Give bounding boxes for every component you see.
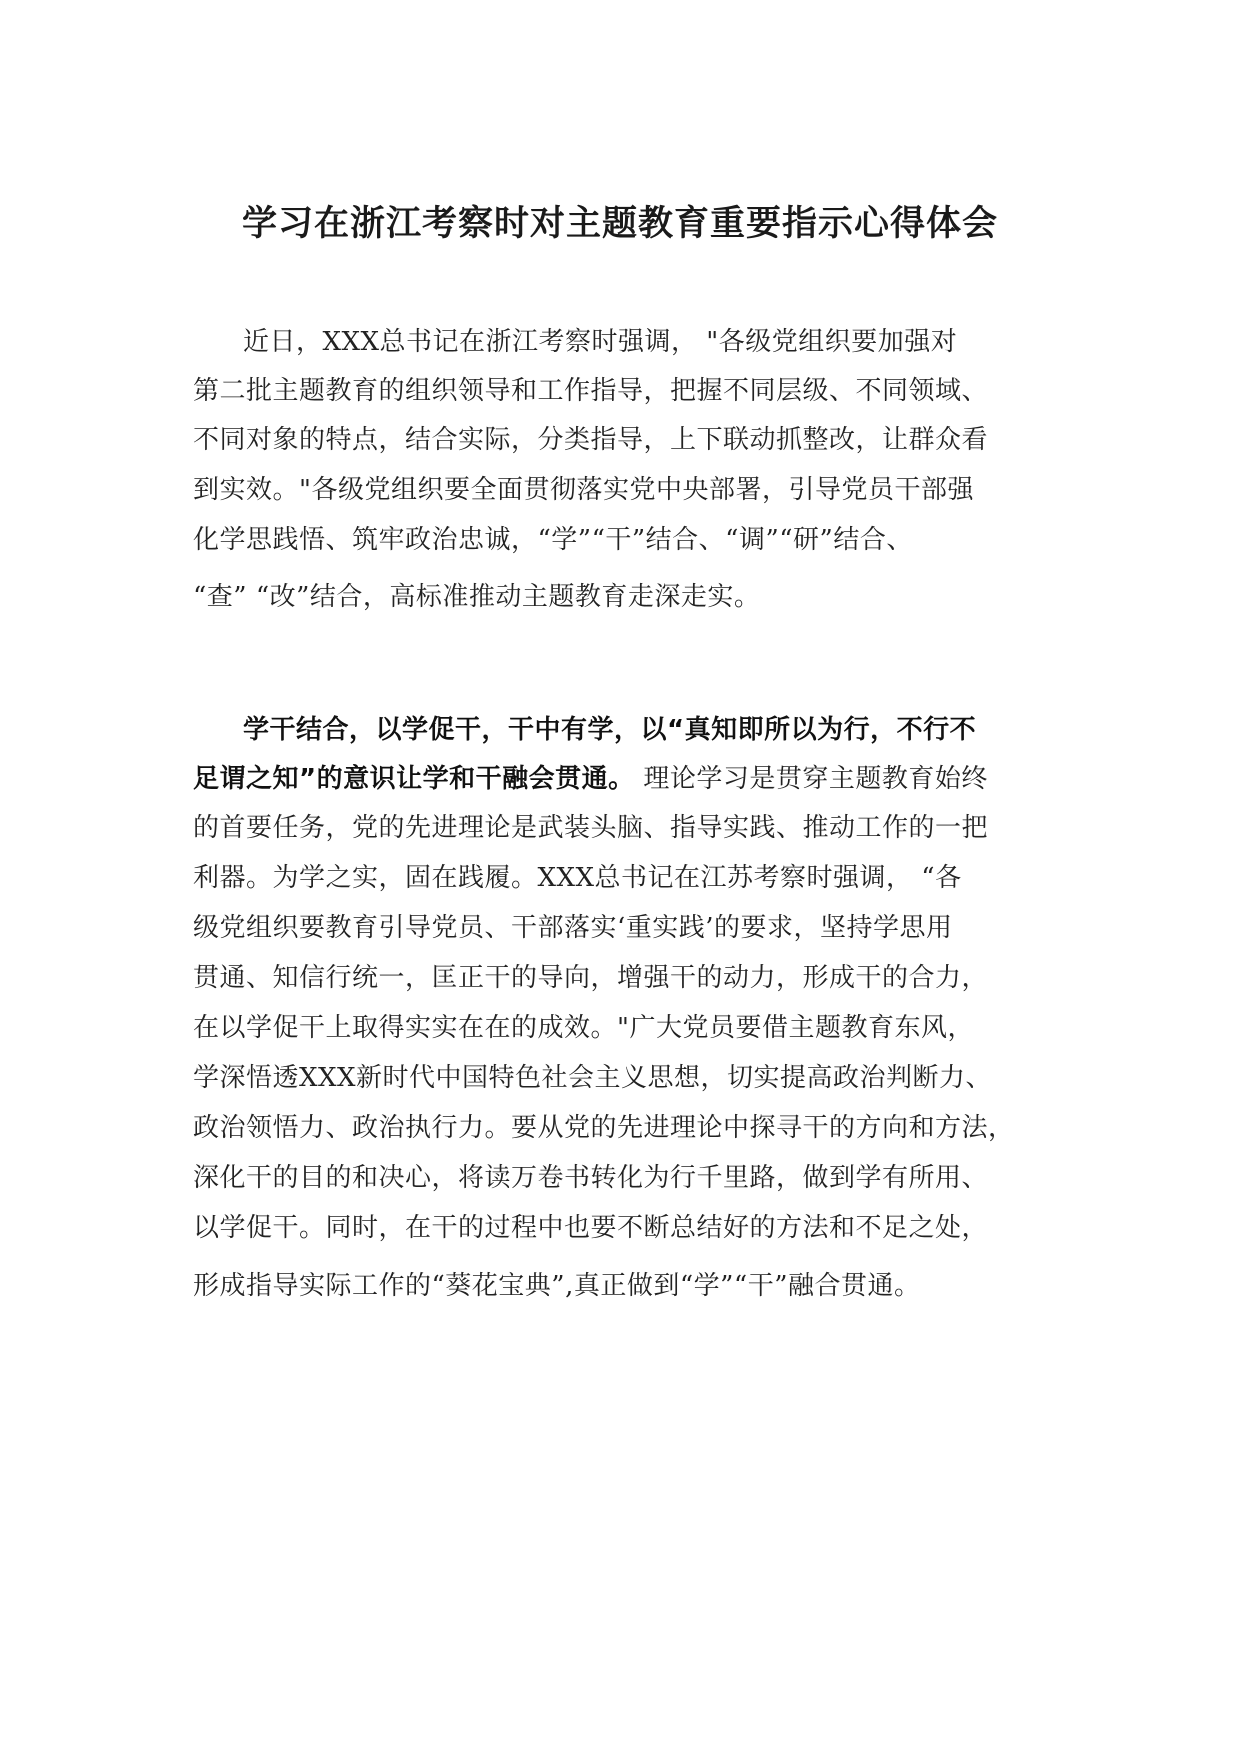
paragraph2-line-11: 以学促干。同时，在干的过程中也要不断总结好的方法和不足之处， <box>193 1213 989 1243</box>
paragraph1-line-5: 化学思践悟、筑牢政治忠诚，“学”“干”结合、“调”“研”结合、 <box>193 525 913 555</box>
paragraph2-line-7: 在以学促干上取得实实在在的成效。"广大党员要借主题教育东风， <box>193 1013 974 1043</box>
document-title: 学习在浙江考察时对主题教育重要指示心得体会 <box>241 204 998 244</box>
paragraph2-line-8: 学深悟透XXX新时代中国特色社会主义思想，切实提高政治判断力、 <box>193 1063 993 1093</box>
paragraph2-heading-line-1: 学干结合，以学促干，干中有学，以“真知即所以为行，不行不 <box>243 715 977 745</box>
paragraph1-line-2: 第二批主题教育的组织领导和工作指导，把握不同层级、不同领域、 <box>193 376 989 406</box>
paragraph2-line-10: 深化干的目的和决心，将读万卷书转化为行千里路，做到学有所用、 <box>193 1163 989 1193</box>
paragraph2-line-4: 利器。为学之实，固在践履。XXX总书记在江苏考察时强调， “各 <box>193 863 962 893</box>
paragraph2-line-2-rest: 理论学习是贯穿主题教育始终 <box>634 764 988 794</box>
paragraph2-line-2 <box>193 761 988 797</box>
paragraph1-line-1: 近日，XXX总书记在浙江考察时强调， "各级党组织要加强对 <box>243 327 958 357</box>
paragraph1-line-4: 到实效。"各级党组织要全面贯彻落实党中央部署，引导党员干部强 <box>193 475 974 505</box>
paragraph2-line-12: 形成指导实际工作的“葵花宝典”,真正做到“学”“干”融合贯通。 <box>193 1271 921 1301</box>
paragraph2-line-3: 的首要任务，党的先进理论是武装头脑、指导实践、推动工作的一把 <box>193 813 989 843</box>
paragraph2-line-9: 政治领悟力、政治执行力。要从党的先进理论中探寻干的方向和方法， <box>193 1113 1015 1143</box>
paragraph2-line-5: 级党组织要教育引导党员、干部落实‘重实践’的要求，坚持学思用 <box>193 913 953 943</box>
paragraph2-line-6: 贯通、知信行统一，匡正干的导向，增强干的动力，形成干的合力， <box>193 963 989 993</box>
paragraph1-line-3: 不同对象的特点，结合实际，分类指导，上下联动抓整改，让群众看 <box>193 425 989 455</box>
paragraph2-heading-line-2: 足谓之知”的意识让学和干融会贯通。 <box>193 764 635 794</box>
paragraph1-line-6: “查” “改”结合，高标准推动主题教育走深走实。 <box>193 582 761 612</box>
